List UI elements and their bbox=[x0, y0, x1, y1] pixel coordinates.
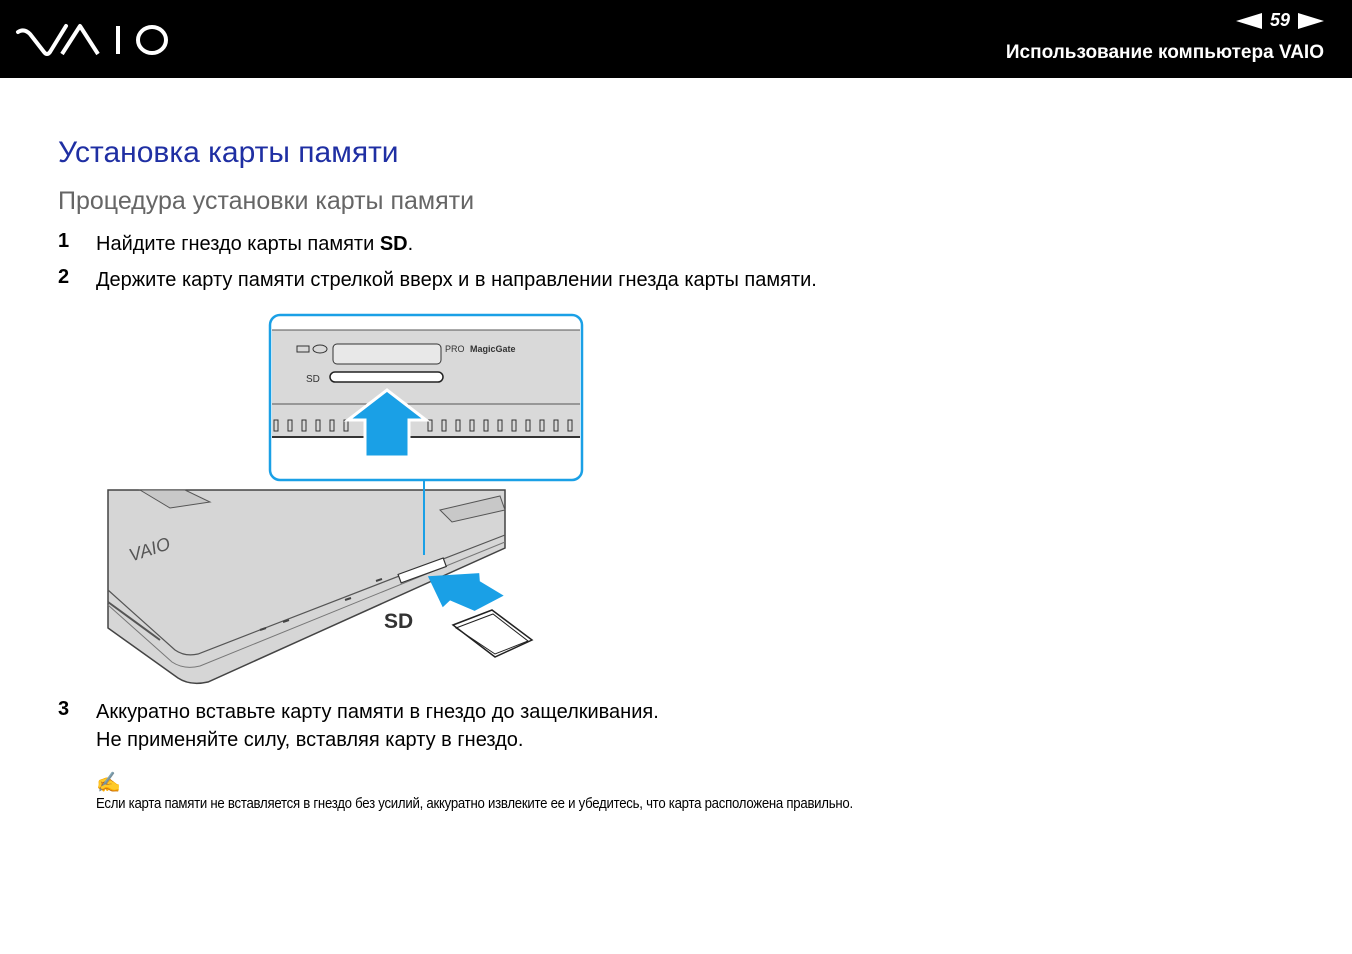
svg-text:VAIO: VAIO bbox=[126, 533, 173, 566]
step-number: 3 bbox=[58, 698, 70, 720]
sd-label: SD bbox=[384, 610, 414, 633]
section-title: Использование компьютера VAIO bbox=[1005, 42, 1324, 63]
page-title: Установка карты памяти bbox=[58, 136, 399, 169]
step-number: 2 bbox=[58, 266, 70, 288]
page-subtitle: Процедура установки карты памяти bbox=[58, 187, 475, 215]
step-text-bold: SD bbox=[379, 233, 408, 255]
triangle-right-icon[interactable] bbox=[1298, 13, 1324, 29]
slot-label-pro: PRO bbox=[445, 344, 465, 354]
step-text bbox=[96, 230, 413, 258]
step-text-line2: Не применяйте силу, вставляя карту в гнездо. bbox=[96, 729, 524, 751]
page-number: 59 bbox=[1269, 10, 1290, 30]
header-bar bbox=[0, 0, 1352, 78]
note-text: Если карта памяти не вставляется в гнездо без усилий, аккуратно извлеките ее и убедитесь, что карта расположена правильно. bbox=[96, 795, 853, 812]
vaio-logo bbox=[14, 18, 174, 60]
step-text-line1: Аккуратно вставьте карту памяти в гнездо до защелкивания. bbox=[96, 701, 659, 723]
step-text-end: . bbox=[407, 233, 414, 255]
step-text-main: Найдите гнездо карты памяти bbox=[96, 233, 380, 255]
slot-label-sd: SD bbox=[306, 374, 320, 385]
slot-label-magicgate: MagicGate bbox=[470, 344, 516, 354]
pen-note-icon: ✍ bbox=[96, 772, 121, 794]
sd-card-insertion-illustration bbox=[100, 310, 600, 695]
triangle-left-icon[interactable] bbox=[1236, 13, 1262, 29]
step-text: Держите карту памяти стрелкой вверх и в направлении гнезда карты памяти. bbox=[96, 269, 817, 291]
step-number: 1 bbox=[58, 230, 70, 252]
page-navigation bbox=[1236, 10, 1324, 31]
